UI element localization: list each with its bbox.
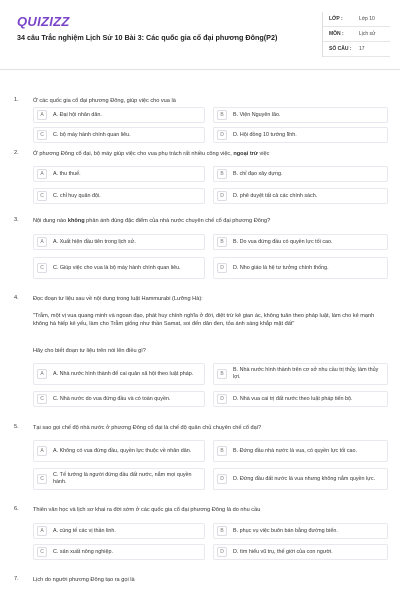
- question-number: 4.: [14, 295, 19, 301]
- option-text: A. Đại hội nhân dân.: [53, 111, 102, 118]
- question-number: 7.: [14, 576, 19, 582]
- option-letter: C: [37, 547, 47, 557]
- option-letter: B: [217, 110, 227, 120]
- source-passage: "Trẫm, một vị vua quang minh và ngoan đạo, phát huy chính nghĩa ở đời, diệt trừ kẻ gian ác, không tuân theo pháp luật, làm cho kẻ mạnh không hà hiếp kẻ yếu, làm cho Trẫm giống như thần Samat, soi đến dân đen, tỏa ánh sáng khắp mặt đất": [33, 313, 375, 327]
- option-text: A. thu thuế.: [53, 170, 81, 177]
- option-d[interactable]: [213, 257, 388, 279]
- question-number: 1.: [14, 97, 19, 103]
- option-text: A. Nhà nước hình thành để cai quản xã hội theo luật pháp.: [53, 370, 194, 377]
- page-title: 34 câu Trắc nghiệm Lịch Sử 10 Bài 3: Các quốc gia cổ đại phương Đông(P2): [17, 33, 278, 42]
- option-letter: B: [217, 446, 227, 456]
- option-letter: A: [37, 446, 47, 456]
- option-text: B. Đứng đầu nhà nước là vua, có quyền lực tối cao.: [233, 447, 358, 454]
- option-a[interactable]: [33, 363, 205, 385]
- question-prompt: Hãy cho biết đoạn tư liệu trên nói lên điều gì?: [33, 348, 146, 354]
- option-letter: B: [217, 369, 227, 379]
- option-letter: B: [217, 237, 227, 247]
- option-letter: A: [37, 237, 47, 247]
- option-letter: C: [37, 130, 47, 140]
- option-letter: C: [37, 474, 47, 484]
- option-b[interactable]: [213, 363, 388, 385]
- option-text: D. Nho giáo là hệ tư tưởng chính thống.: [233, 264, 329, 271]
- option-text: D. phê duyệt tất cả các chính sách.: [233, 192, 318, 199]
- question-text: Lịch do người phương Đông tạo ra gọi là: [33, 577, 135, 583]
- meta-value: Lớp 10: [359, 16, 375, 22]
- option-d[interactable]: [213, 468, 388, 490]
- option-text: C. chỉ huy quân đội.: [53, 192, 101, 199]
- option-letter: D: [217, 547, 227, 557]
- quizizz-logo: QUIZIZZ: [17, 14, 70, 29]
- option-b[interactable]: [213, 234, 388, 250]
- question-number: 2.: [14, 150, 19, 156]
- option-a[interactable]: [33, 234, 205, 250]
- option-letter: A: [37, 526, 47, 536]
- option-c[interactable]: [33, 391, 205, 407]
- option-text: C. bộ máy hành chính quan liêu.: [53, 131, 131, 138]
- option-text: C. Nhà nước do vua đứng đầu và có toàn quyền.: [53, 395, 171, 402]
- option-c[interactable]: [33, 188, 205, 204]
- meta-row-subject: [323, 27, 390, 42]
- question-text: Thiên văn học và lịch sơ khai ra đời sớm ở các quốc gia cổ đại phương Đông là do nhu cầu: [33, 507, 261, 513]
- option-text: D. Hội đồng 10 tướng lĩnh.: [233, 131, 297, 138]
- option-d[interactable]: [213, 188, 388, 204]
- option-letter: A: [37, 169, 47, 179]
- option-text: C. sản xuất nông nghiệp.: [53, 548, 113, 555]
- option-letter: C: [37, 394, 47, 404]
- meta-value: Lịch sử: [359, 31, 376, 37]
- option-a[interactable]: [33, 107, 205, 123]
- option-c[interactable]: [33, 257, 205, 279]
- option-text: D. tìm hiểu vũ trụ, thế giới của con người.: [233, 548, 333, 555]
- question-text: Đọc đoạn tư liệu sau về nội dung trong luật Hammurabi (Lưỡng Hà):: [33, 296, 203, 302]
- option-letter: D: [217, 130, 227, 140]
- option-letter: B: [217, 169, 227, 179]
- option-letter: C: [37, 191, 47, 201]
- option-a[interactable]: [33, 166, 205, 182]
- option-letter: D: [217, 474, 227, 484]
- option-c[interactable]: [33, 544, 205, 560]
- option-text: B. Do vua đứng đầu có quyền lực tối cao.: [233, 238, 333, 245]
- option-text: A. cúng tế các vị thần linh.: [53, 527, 116, 534]
- option-d[interactable]: [213, 127, 388, 143]
- emphasis-text: ngoại trừ: [233, 151, 258, 157]
- option-text: B. phục vụ việc buôn bán bằng đường biển.: [233, 527, 338, 534]
- option-d[interactable]: [213, 544, 388, 560]
- question-text: Nội dung nào không phản ánh đúng đặc điểm của nhà nước chuyên chế cổ đại phương Đông?: [33, 218, 271, 224]
- meta-table: [322, 12, 390, 57]
- option-text: C. Giúp việc cho vua là bộ máy hành chính quan liêu.: [53, 264, 181, 271]
- option-letter: C: [37, 263, 47, 273]
- meta-label: SỐ CÂU :: [329, 46, 352, 52]
- option-letter: D: [217, 394, 227, 404]
- option-d[interactable]: [213, 391, 388, 407]
- option-text: D. Đứng đầu đất nước là vua nhưng không nắm quyền lực.: [233, 475, 376, 482]
- option-text: B. Viện Nguyên lão.: [233, 111, 281, 118]
- meta-label: MÔN :: [329, 31, 344, 37]
- question-number: 6.: [14, 506, 19, 512]
- option-letter: B: [217, 526, 227, 536]
- option-c[interactable]: [33, 127, 205, 143]
- option-letter: D: [217, 263, 227, 273]
- option-b[interactable]: [213, 107, 388, 123]
- header-divider: [0, 69, 400, 70]
- meta-row-count: [323, 42, 390, 57]
- meta-value: 17: [359, 46, 365, 52]
- option-text: D. Nhà vua cai trị đất nước theo luật pháp tiến bộ.: [233, 395, 353, 402]
- option-text: B. Nhà nước hình thành trên cơ sở nhu cầu trị thủy, làm thủy lợi.: [233, 367, 379, 380]
- question-text: Ở phương Đông cổ đại, bộ máy giúp việc cho vua phụ trách rất nhiều công việc, ngoại trừ việc: [33, 151, 270, 157]
- option-letter: A: [37, 369, 47, 379]
- option-text: A. Xuất hiện đầu tiên trong lịch sử.: [53, 238, 136, 245]
- option-letter: D: [217, 191, 227, 201]
- option-b[interactable]: [213, 166, 388, 182]
- option-a[interactable]: [33, 523, 205, 539]
- option-a[interactable]: [33, 440, 205, 462]
- emphasis-text: không: [67, 218, 85, 224]
- option-text: B. chỉ đạo xây dựng.: [233, 170, 283, 177]
- meta-row-class: [323, 12, 390, 27]
- option-b[interactable]: [213, 440, 388, 462]
- option-c[interactable]: [33, 468, 205, 490]
- question-number: 3.: [14, 217, 19, 223]
- question-number: 5.: [14, 424, 19, 430]
- worksheet-header: [0, 0, 400, 66]
- option-letter: A: [37, 110, 47, 120]
- question-text: Ở các quốc gia cổ đại phương Đông, giúp việc cho vua là: [33, 98, 176, 104]
- meta-label: LỚP :: [329, 16, 343, 22]
- option-b[interactable]: [213, 523, 388, 539]
- option-text: C. Tế tướng là người đứng đầu đất nước, nắm mọi quyền hành.: [53, 472, 192, 485]
- option-text: A. Không có vua đứng đầu, quyền lực thuộc về nhân dân.: [53, 447, 192, 454]
- question-text: Tại sao gọi chế độ nhà nước ở phương Đông cổ đại là chế độ quân chủ chuyên chế cổ đại?: [33, 425, 262, 431]
